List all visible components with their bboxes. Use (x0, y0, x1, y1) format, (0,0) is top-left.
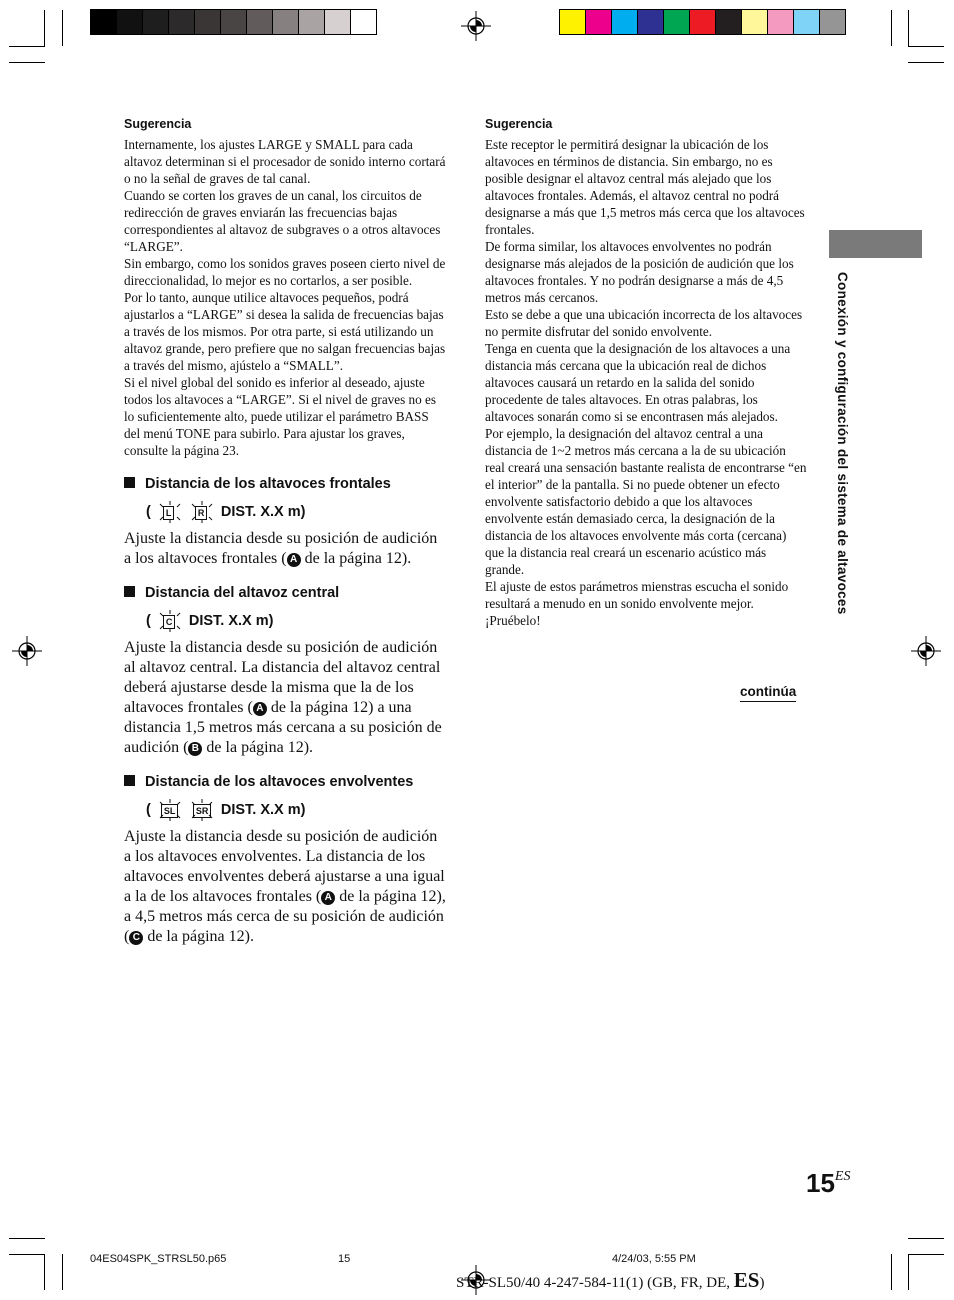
color-swatch (560, 10, 586, 34)
footer-date: 4/24/03, 5:55 PM (612, 1253, 696, 1265)
color-swatch (716, 10, 742, 34)
section-body-surround: Ajuste la distancia desde su posición de audición a los altavoces envolventes. La distancia de los altavoces envolventes deberá ajustarse a una igual a la de los altavoces frontales ( A de la página 12), a 4,5 metros más cerca de su posición de audición ( C de la página 12). (124, 828, 446, 945)
crop-mark (908, 1254, 944, 1255)
crop-mark (891, 10, 892, 46)
gray-swatch (91, 10, 117, 34)
crop-mark (908, 46, 944, 47)
dist-value: DIST. X.X m) (188, 612, 274, 629)
gray-swatch (351, 10, 376, 34)
tip-paragraph: Si el nivel global del sonido es inferior al deseado, ajuste todos los altavoces a “LARGE”. Si el nivel de graves no es lo suficientemente alto, puede utilizar el parámetro BASS del menú TONE para subirlo. Para ajustar los graves, consulte la página 23. (124, 375, 437, 458)
gray-swatch (299, 10, 325, 34)
gray-swatch (247, 10, 273, 34)
color-swatch (820, 10, 845, 34)
gray-swatch (143, 10, 169, 34)
crop-mark (9, 1254, 45, 1255)
crop-mark (44, 1254, 45, 1290)
side-section-title: Conexión y configuración del sistema de altavoces (835, 272, 850, 615)
left-column (124, 116, 446, 947)
crop-mark (44, 10, 45, 46)
color-swatch (664, 10, 690, 34)
gray-swatch (325, 10, 351, 34)
color-swatch (638, 10, 664, 34)
bullet-square-icon (124, 775, 135, 786)
section-tab-marker (829, 230, 922, 258)
color-swatch (742, 10, 768, 34)
gray-swatch (195, 10, 221, 34)
bullet-square-icon (124, 586, 135, 597)
right-column (485, 116, 807, 629)
dist-value: DIST. X.X m) (220, 801, 306, 818)
registration-mark-icon (12, 636, 42, 666)
dist-value: DIST. X.X m) (220, 503, 306, 520)
tip-paragraph: De forma similar, los altavoces envolventes no podrán designarse más alejados de la posición de audición que los altavoces frontales. Y no podrán designarse a más de 4,5 metros más cercanos. (485, 239, 794, 305)
section-setting-front: ( L R DIST. X.X m) (124, 501, 446, 523)
tip-paragraph: Sin embargo, como los sonidos graves poseen cierto nivel de direccionalidad, lo mejor es no cortarlos, a ser posible. (124, 256, 446, 288)
grayscale-calibration-bar (90, 9, 377, 35)
gray-swatch (221, 10, 247, 34)
crop-mark (62, 10, 63, 46)
crop-mark (908, 1238, 944, 1239)
crop-mark (891, 1254, 892, 1290)
footer-filename: 04ES04SPK_STRSL50.p65 (90, 1253, 227, 1265)
speaker-surround-left-icon: SL (157, 799, 183, 821)
color-calibration-bar (559, 9, 846, 35)
continued-label: continúa (740, 684, 796, 702)
crop-mark (9, 46, 45, 47)
page-number: $15^{ES}$ (806, 1168, 851, 1198)
color-swatch (586, 10, 612, 34)
section-heading-center: Distancia del altavoz central (124, 584, 446, 602)
section-heading-front: Distancia de los altavoces frontales (124, 475, 446, 493)
circle-b-icon: B (188, 742, 202, 756)
crop-mark (62, 1254, 63, 1290)
registration-mark-icon (461, 11, 491, 41)
tip-paragraph: Por ejemplo, la designación del altavoz central a una distancia de 1~2 metros más cercana a la de su ubicación real creará una sensación bastante realista de encontrarse “en el interior” de la pantalla. Si no puede obtener un efecto envolvente satisfactorio debido a que los altavoces envolvente están demasiado cerca, la designación de la distancia de los altavoces envolvente más corta (cercana) que la distancia real creará un escenario acústico más grande. (485, 426, 807, 577)
tip-label: Sugerencia (485, 117, 553, 131)
color-swatch (768, 10, 794, 34)
registration-mark-icon (911, 636, 941, 666)
footer-page: 15 (338, 1253, 351, 1265)
section-setting-center: ( C DIST. X.X m) (124, 610, 446, 632)
color-swatch (794, 10, 820, 34)
tip-paragraph: Esto se debe a que una ubicación incorrecta de los altavoces no permite disfrutar del sonido envolvente. (485, 307, 803, 339)
tip-paragraph: Cuando se corten los graves de un canal, los circuitos de redirección de graves enviarán las frecuencias bajas correspondientes al altavoz de subgraves o a otros altavoces “LARGE”. (124, 188, 441, 254)
crop-mark (9, 62, 45, 63)
speaker-left-icon: L (157, 501, 183, 523)
crop-mark (9, 1238, 45, 1239)
speaker-right-icon: R (189, 501, 215, 523)
tip-label: Sugerencia (124, 117, 192, 131)
footer-model: STR-SL50/40 4-247-584-11(1) (GB, FR, DE, ES) (456, 1268, 765, 1292)
crop-mark (908, 1254, 909, 1290)
section-heading-surround: Distancia de los altavoces envolventes (124, 773, 446, 791)
circle-c-icon: C (129, 931, 143, 945)
section-body-center: Ajuste la distancia desde su posición de audición al altavoz central. La distancia del altavoz central deberá ajustarse desde la misma que la de los altavoces frontales ( A de la página 12) a una distancia 1,5 metros más cercana a su posición de audición ( B de la página 12). (124, 639, 442, 756)
bullet-square-icon (124, 477, 135, 488)
circle-a-icon: A (253, 702, 267, 716)
color-swatch (612, 10, 638, 34)
crop-mark (908, 10, 909, 46)
section-setting-surround: ( SL SR DIST. X.X m) (124, 799, 446, 821)
tip-paragraph: Tenga en cuenta que la designación de los altavoces a una distancia más cercana que la ubicación real de dichos altavoces causará un retardo en la salida del sonido procedente de tales altavoces. En otras palabras, los altavoces sonarán como si se encontrasen más alejados. (485, 341, 791, 424)
crop-mark (908, 62, 944, 63)
section-body-front: Ajuste la distancia desde su posición de audición a los altavoces frontales ( A de la página 12). (124, 530, 438, 567)
tip-paragraph: Internamente, los ajustes LARGE y SMALL para cada altavoz determinan si el procesador de sonido interno cortará o no la señal de graves de tal canal. (124, 137, 446, 186)
circle-a-icon: A (287, 553, 301, 567)
speaker-center-icon: C (157, 610, 183, 632)
gray-swatch (117, 10, 143, 34)
gray-swatch (169, 10, 195, 34)
circle-a-icon: A (321, 891, 335, 905)
tip-paragraph: Por lo tanto, aunque utilice altavoces pequeños, podrá ajustarlos a “LARGE” si desea la salida de frecuencias bajas a través de los mismos. Por otra parte, si está utilizando un altavoz grande, pero prefiere que no salgan frecuencias bajas a través del mismo, ajústelo a “SMALL”. (124, 290, 446, 373)
tip-paragraph: Este receptor le permitirá designar la ubicación de los altavoces en términos de distancia. Sin embargo, no es posible designar el altavoz central más alejado que los altavoces frontales. Además, el altavoz central no podrá designarse a más que 1,5 metros más cerca que los altavoces frontales. (485, 137, 805, 237)
tip-paragraph: El ajuste de estos parámetros mienstras escucha el sonido resultará a menudo en un sonido envolvente mejor. ¡Pruébelo! (485, 579, 789, 628)
speaker-surround-right-icon: SR (189, 799, 215, 821)
gray-swatch (273, 10, 299, 34)
color-swatch (690, 10, 716, 34)
